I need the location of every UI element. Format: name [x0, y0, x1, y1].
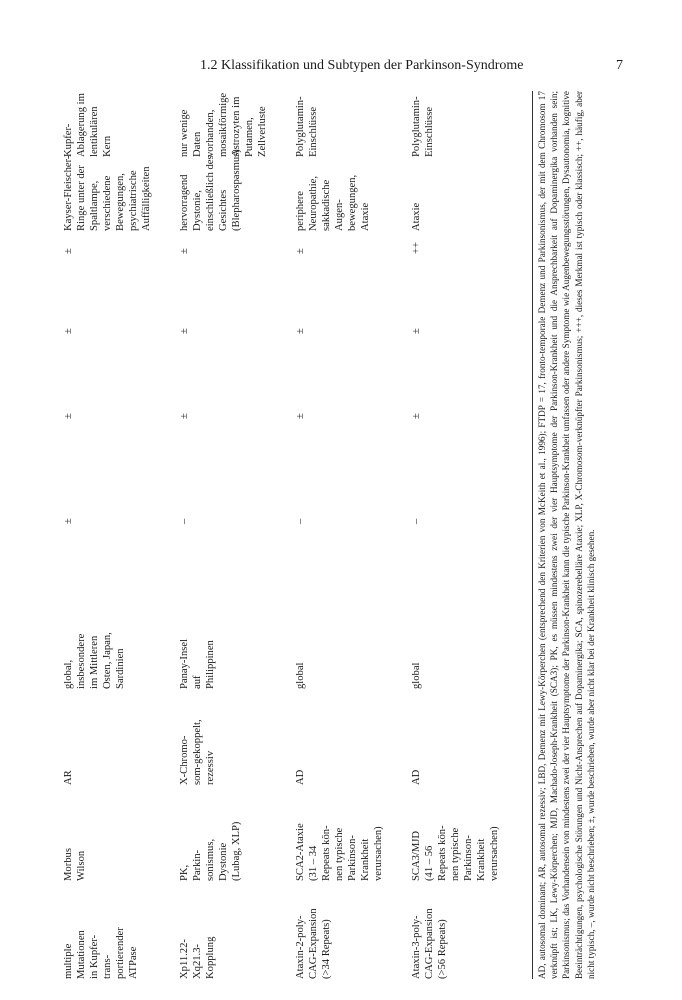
cell-line: Kern [102, 135, 113, 157]
cell-line: PK, [179, 864, 190, 881]
cell-m3: ± [63, 328, 74, 334]
cell-m2: ± [63, 413, 74, 419]
cell-line: AR [63, 770, 74, 785]
cell-line: (Blepharospasmus) [231, 149, 242, 231]
cell-distribution [410, 559, 423, 689]
cell-m1: – [411, 518, 422, 524]
rotated-table-page [62, 91, 622, 979]
cell-line: Putamen, [244, 117, 255, 157]
cell-line: Gesichtes [218, 189, 229, 231]
cell-inheritance [410, 690, 423, 785]
cell-line: (31 – 34 [308, 845, 319, 881]
cell-gene [178, 884, 217, 979]
cell-m1: ± [63, 518, 74, 524]
cell-line: X-Chromo- [179, 735, 190, 785]
cell-line: Parkin- [192, 849, 203, 881]
table-footnote [536, 91, 597, 979]
cell-line: Kayser-Fleischer- [63, 155, 74, 231]
cell-line: Ataxin-3-poly- [411, 915, 422, 979]
cell-pathology [410, 91, 436, 157]
cell-m4: ± [295, 248, 306, 254]
cell-line: Parkinson- [347, 835, 358, 881]
cell-inheritance [62, 690, 75, 785]
cell-line: global [295, 662, 306, 689]
cell-line: Einschlüsse [424, 106, 435, 157]
cell-line: Daten [192, 131, 203, 157]
cell-line: im Mittleren [89, 635, 100, 689]
cell-line: Kopplung [205, 936, 216, 979]
cell-line: Polyglutamin- [411, 96, 422, 157]
cell-features [410, 159, 423, 231]
cell-line: Repeats kön- [321, 825, 332, 881]
cell-line: Ringe unter der [76, 165, 87, 231]
cell-line: Dystonie [218, 842, 229, 881]
cell-features [294, 159, 372, 231]
cell-line: lentikulären [89, 106, 100, 157]
cell-line: Ataxin-2-poly- [295, 915, 306, 979]
cell-m1: – [179, 518, 190, 524]
cell-line: global [411, 662, 422, 689]
cell-line: einschließlich des [205, 155, 216, 231]
table-bottom-rule [532, 91, 533, 979]
cell-m1: – [295, 518, 306, 524]
cell-line: Mutationen [76, 930, 87, 979]
cell-line: Panay-Insel [179, 638, 190, 689]
cell-line: verursachen) [489, 826, 500, 881]
cell-line: Dystonie, [192, 190, 203, 231]
cell-line: Auffälligkeiten [141, 166, 152, 231]
cell-line: Polyglutamin- [295, 96, 306, 157]
cell-line: Kupfer- [63, 123, 74, 157]
cell-disease [178, 786, 243, 881]
cell-line: AD [295, 769, 306, 785]
cell-line: multiple [63, 943, 74, 979]
cell-inheritance [178, 690, 217, 785]
cell-m3: ± [179, 328, 190, 334]
cell-line: AD [411, 769, 422, 785]
cell-gene [294, 884, 333, 979]
cell-line: Krankheit [476, 838, 487, 881]
cell-line: SCA2-Ataxie [295, 823, 306, 881]
cell-m4: ++ [411, 242, 422, 254]
cell-disease [410, 786, 501, 881]
cell-line: SCA3/MJD [411, 830, 422, 881]
cell-line: periphere [295, 191, 306, 231]
cell-m4: ± [63, 248, 74, 254]
cell-features [62, 155, 153, 231]
cell-m4: ± [179, 248, 190, 254]
cell-line: (>56 Repeats) [437, 919, 448, 979]
cell-line: nur wenige [179, 109, 190, 157]
cell-distribution [294, 559, 307, 689]
cell-m2: ± [411, 413, 422, 419]
cell-line: Repeats kön- [437, 825, 448, 881]
cell-line: portierender [115, 927, 126, 979]
cell-line: sonismus, [205, 838, 216, 881]
page-number: 7 [616, 58, 623, 73]
cell-line: rezessiv [205, 750, 216, 785]
cell-disease [294, 786, 385, 881]
cell-line: Neuropathie, [308, 175, 319, 231]
cell-line: auf [192, 675, 203, 689]
cell-line: Morbus [63, 848, 74, 881]
cell-line: mosaikförmige [218, 92, 229, 157]
cell-line: Astrozyten im [231, 96, 242, 157]
cell-line: Spaltlampe, [89, 180, 100, 231]
cell-m2: ± [295, 413, 306, 419]
cell-line: in Kupfer- [89, 934, 100, 979]
cell-line: nen typische [450, 827, 461, 881]
cell-m3: ± [295, 328, 306, 334]
cell-line: bewegungen, [347, 174, 358, 231]
cell-line: CAG-Expansion [308, 908, 319, 979]
cell-m3: ± [411, 328, 422, 334]
cell-gene [62, 884, 140, 979]
cell-line: ATPase [128, 946, 139, 979]
cell-line: Wilson [76, 850, 87, 881]
cell-line: hervorragend [179, 174, 190, 231]
cell-line: Zellverluste [257, 106, 268, 157]
cell-line: insbesondere [76, 633, 87, 689]
cell-line: Parkinson- [463, 835, 474, 881]
cell-m2: ± [179, 413, 190, 419]
cell-line: Ablagerung im [76, 93, 87, 157]
cell-line: Osten, Japan, [102, 632, 113, 689]
cell-line: Ataxie [360, 202, 371, 231]
cell-line: global, [63, 659, 74, 689]
cell-line: (41 – 56 [424, 845, 435, 881]
cell-gene [410, 884, 449, 979]
cell-line: trans- [102, 954, 113, 979]
cell-line: Ataxie [411, 202, 422, 231]
cell-line: Xp11.22- [179, 939, 190, 979]
cell-distribution [62, 559, 127, 689]
cell-line: sakkadische [321, 179, 332, 231]
cell-pathology [294, 91, 320, 157]
cell-line: vorhanden, [205, 109, 216, 157]
cell-line: Krankheit [360, 838, 371, 881]
cell-line: (Lubag, XLP) [231, 821, 242, 881]
cell-pathology [178, 91, 269, 157]
running-header-title: 1.2 Klassifikation und Subtypen der Parkinson-Syndrome [200, 58, 524, 73]
cell-distribution [178, 559, 217, 689]
cell-line: verursachen) [373, 826, 384, 881]
cell-features [178, 149, 243, 231]
cell-line: Philippinen [205, 640, 216, 689]
cell-line: (>34 Repeats) [321, 919, 332, 979]
cell-line: psychiatrische [128, 170, 139, 231]
cell-line: verschiedene [102, 175, 113, 231]
cell-line: Einschlüsse [308, 106, 319, 157]
cell-line: som-gekoppelt, [192, 719, 203, 785]
cell-line: CAG-Expansion [424, 908, 435, 979]
cell-disease [62, 786, 88, 881]
cell-line: Sardinien [115, 648, 126, 689]
cell-inheritance [294, 690, 307, 785]
cell-line: Xq21.3- [192, 943, 203, 979]
cell-line: Augen- [334, 199, 345, 231]
cell-line: nen typische [334, 827, 345, 881]
cell-pathology [62, 91, 114, 157]
cell-line: Bewegungen, [115, 173, 126, 231]
footnote-text: AD, autosomal dominant; AR, autosomal rezessiv; LBD, Demenz mit Lewy-Körperchen (entsprechend den Kriterien von McKeith et al., 1996); FTDP = 17, fronto-temporale Demenz und Parkinsonismus, der mit dem Chromosom 17 verknüpft ist; LK, Lewy-Körperchen; MJD, Machado-Joseph-Krankheit (SCA3); PK, es müssen mindestens zwei der vier Hauptsymptome der Parkinson-Krankheit und die Ansprechbarkeit auf Dopaminergika vorhanden sein; Parkinsonismus; das Vorhandensein von mindestens zwei der vier Hauptsymptome der Parkinson-Krankheit kann die typische Parkinson-Krankheit umfassen oder andere Symptome wie Augenbewegungsstörungen, Dysautonomia, kognitive Beeinträchtigungen, psychologische Störungen und Nicht-Ansprechen auf Dopaminergika; SCA, spinozerebelläre Ataxie; XLP, X-Chromosom-verknüpfter Parkinsonismus; +++, dieses Merkmal ist typisch oder klassisch; ++, häufig, aber nicht typisch, –, wurde nicht beschrieben; ±, wurde beschrieben, wurde aber nicht klar bei der Krankheit klinisch gesehen. [537, 91, 596, 979]
